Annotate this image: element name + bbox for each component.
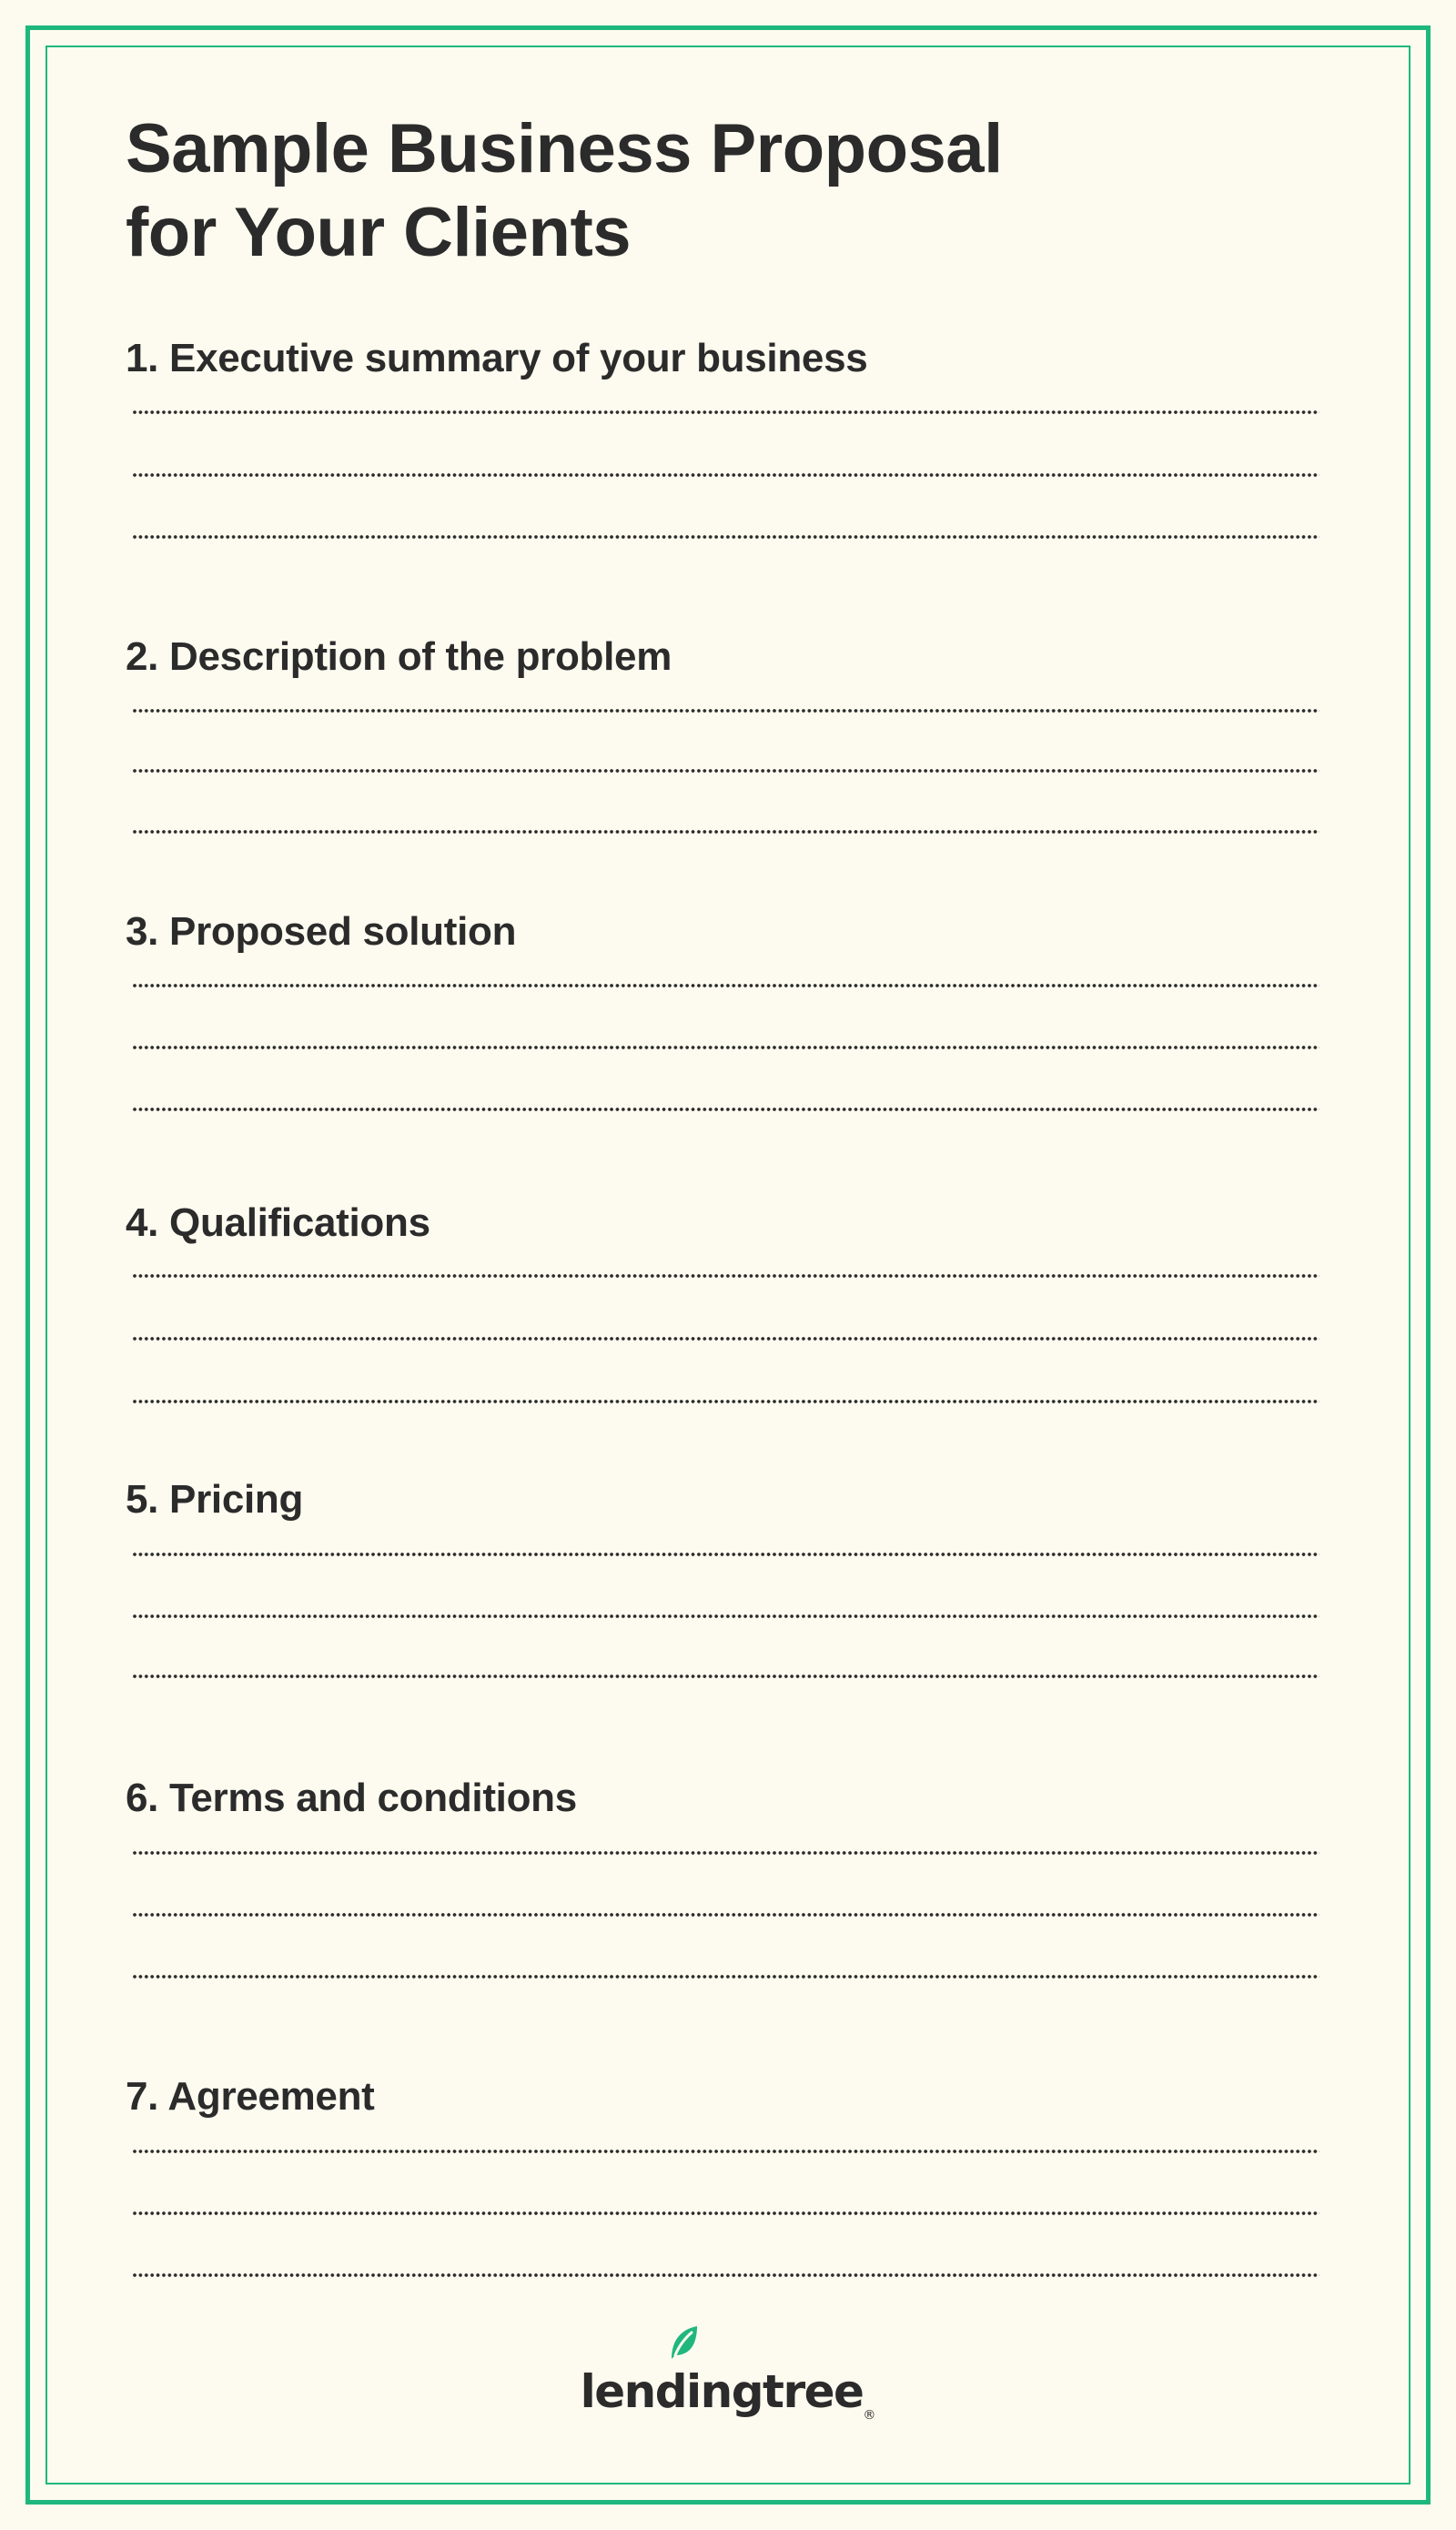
title-line: Sample Business Proposal <box>126 110 1003 187</box>
write-line[interactable] <box>133 1975 1320 1978</box>
write-line[interactable] <box>133 535 1320 539</box>
write-line[interactable] <box>133 1274 1320 1278</box>
write-line[interactable] <box>133 1851 1320 1855</box>
write-line[interactable] <box>133 2150 1320 2153</box>
section-executive-summary <box>126 333 1320 384</box>
write-line[interactable] <box>133 1046 1320 1049</box>
section-terms <box>126 1773 1320 1824</box>
section-agreement <box>126 2071 1320 2122</box>
write-line[interactable] <box>133 1553 1320 1556</box>
section-qualifications <box>126 1198 1320 1249</box>
write-line[interactable] <box>133 1614 1320 1618</box>
lendingtree-logo <box>580 2364 876 2423</box>
section-title: 7. Agreement <box>126 2074 375 2119</box>
section-title: 4. Qualifications <box>126 1200 430 1245</box>
write-line[interactable] <box>133 830 1320 834</box>
section-pricing <box>126 1474 1320 1525</box>
page-title <box>126 107 1320 275</box>
leaf-icon <box>666 2324 699 2361</box>
title-line: for Your Clients <box>126 194 632 271</box>
write-line[interactable] <box>133 1337 1320 1341</box>
logo-text: lendingtree <box>580 2365 864 2418</box>
write-line[interactable] <box>133 473 1320 477</box>
registered-mark: ® <box>863 2408 876 2423</box>
write-line[interactable] <box>133 984 1320 987</box>
write-line[interactable] <box>133 1675 1320 1678</box>
write-line[interactable] <box>133 2273 1320 2277</box>
write-line[interactable] <box>133 410 1320 414</box>
section-title: 6. Terms and conditions <box>126 1776 577 1820</box>
footer <box>0 2364 1456 2423</box>
write-line[interactable] <box>133 1913 1320 1917</box>
section-title: 2. Description of the problem <box>126 634 672 679</box>
write-line[interactable] <box>133 2211 1320 2215</box>
write-line[interactable] <box>133 1108 1320 1111</box>
section-solution <box>126 906 1320 957</box>
section-title: 3. Proposed solution <box>126 909 517 954</box>
section-title: 5. Pricing <box>126 1477 304 1522</box>
section-title: 1. Executive summary of your business <box>126 336 868 380</box>
write-line[interactable] <box>133 709 1320 713</box>
proposal-template <box>126 107 1320 2119</box>
write-line[interactable] <box>133 769 1320 773</box>
write-line[interactable] <box>133 1400 1320 1403</box>
section-problem <box>126 632 1320 683</box>
